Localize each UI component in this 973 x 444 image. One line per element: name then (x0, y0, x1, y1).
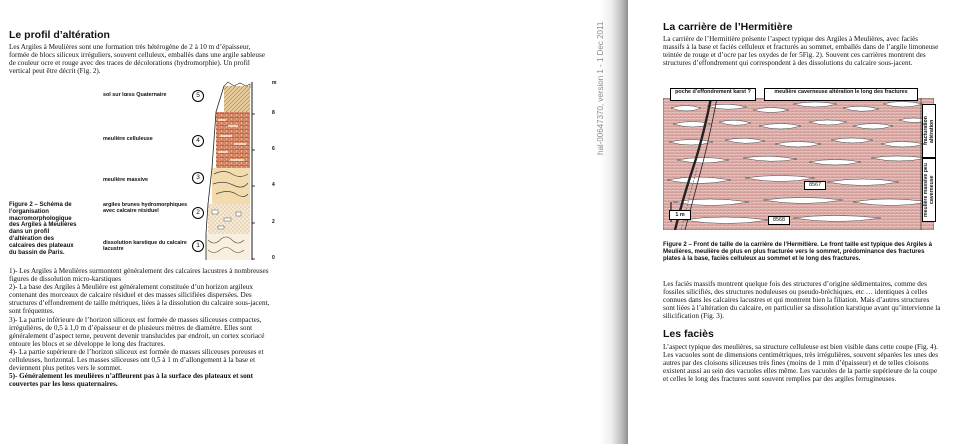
scale-bar-label: 1 m (669, 210, 691, 220)
profile-column-drawing (204, 78, 266, 260)
layer-number-2: 2 (192, 207, 204, 219)
label-meuliere-caverneuse: meulière caverneuse altération le long des fractures (764, 88, 918, 101)
layer-label-3: meulière massive (103, 177, 148, 183)
layer-number-5: 5 (192, 90, 204, 102)
list-item: 1)- Les Argiles à Meulières surmontent généralement des calcaires lacustres à nombreuses figures de dissolution micro-karstiques (9, 267, 269, 284)
sample-label-8568: 8568 (768, 216, 790, 225)
quarry-figure-caption: Figure 2 – Front de taille de la carrière de l’Hermitière. Le front taille est typique des Argiles à Meulières, meulière de plus en plus fracturée vers le sommet, prédominance des fractures plates à la base, faciès celluleux au sommet et le long des fractures. (663, 241, 932, 262)
axis-tick-0: 0 (272, 255, 275, 261)
quarry-face-drawing (663, 98, 934, 230)
layer-number-4: 4 (192, 135, 204, 147)
facies-description-paragraph: L’aspect typique des meulières, sa structure celluleuse est bien visible dans cette coupe (Fig. 4). Les vacuoles sont de dimensions centimétriques, très irrégulières, souvent séparées les unes des autres par des cloisons siliceuses très fines (moins de 1 mm d’épaisseur) et de telles cloisons existent aussi au sein des vacuoles elles même. Les vacuoles de la partie supérieure de la coupe et celles le long des fractures sont souvent remplies par des argiles ferrugineuses. (663, 343, 939, 384)
axis-tick-4: 4 (272, 182, 275, 188)
axis-unit: m (272, 80, 277, 86)
section-heading: Le profil d’altération (9, 29, 110, 41)
list-item-conclusion: 5)- Généralement les meulières n’affleurent pas à la surface des plateaux et sont couvertes par les lœss quaternaires. (9, 372, 254, 389)
layer-label-2: argiles brunes hydromorphiques avec calcaire résiduel (103, 202, 188, 214)
profile-description-list (9, 267, 281, 388)
axis-tick-8: 8 (272, 110, 275, 116)
list-item: 2)- La base des Argiles à Meulière est généralement constituée d’un horizon argileux contenant des morceaux de calcaire résiduel et des masses silicifiées dispersées. Des structures d’effondrement de taille métriques, liées à la dissolution du calcaire sous-jacent, sont fréquentes. (9, 283, 270, 316)
facies-paragraph: Les faciès massifs montrent quelque fois des structures d’origine sédimentaires, comme des fossiles silicifiés, des structures noduleuses ou pseudo-bréchiques, etc … identiques à celles connues dans les calcaires lacustres et qui montrent bien la filiation. Mais d’autres structures sont liées à l’altération du calcaire, en particulier sa dissolution karstique avant qu’intervienne la silicification (Fig. 3). (663, 280, 941, 321)
layer-number-1: 1 (192, 240, 204, 252)
intro-paragraph: Les Argiles à Meulières sont une formation très hétérogène de 2 à 10 m d’épaisseur, formée de blocs siliceux irréguliers, souvent celluleux, emballés dans une argile sableuse de couleur ocre et rouge avec des traces de décolorations (hydromorphie). Un profil vertical peut être décrit (Fig. 2). (9, 43, 265, 76)
label-fracturation: fracturation altération (922, 104, 936, 158)
label-poche-effondrement: poche d’effondrement karst ? (670, 88, 756, 101)
layer-label-1: dissolution karstique du calcaire lacustre (103, 240, 187, 252)
right-page (628, 0, 973, 444)
layer-number-3: 3 (192, 172, 204, 184)
section-heading-facies: Les faciès (663, 328, 714, 340)
axis-tick-2: 2 (272, 219, 275, 225)
layer-label-4: meulière celluleuse (103, 136, 153, 142)
list-item: 3)- La partie inférieure de l’horizon siliceux est formée de masses siliceuses compactes, irrégulières, de 0,5 à 1,0 m d’épaisseur et de plusieurs mètres de diamètre. Elles sont généralement d’aspect terne, peuvent devenir translucides par endroit, un cortex scoriacé entoure les blocs et se développe le long des fractures. (9, 315, 265, 348)
label-meuliere-massive: meulière massive peu caverneuse (922, 158, 936, 222)
sample-label-8567: 8567 (804, 181, 826, 190)
hal-stamp: hal-00647370, version 1 - 1 Dec 2011 (596, 21, 605, 155)
quarry-intro-paragraph: La carrière de l’Hermitière présente l’aspect typique des Argiles à Meulières, avec faciès massifs à la base et faciès celluleux et fracturés au sommet, emballés dans de l’argile limoneuse teintée de rouge et d’ocre par les oxydes de fer 5Fig. 2). Souvent ces carrières montrent des structures d’effondrement qui correspondent à des dissolutions du calcaire sous-jacent. (663, 35, 939, 68)
layer-label-5: sol sur lœss Quaternaire (103, 92, 167, 98)
figure-caption: Figure 2 – Schéma de l’organisation macromorphologique des Argiles à Meulières dans un profil d’altération des calcaires des plateaux du bassin de Paris. (9, 201, 77, 256)
section-heading-quarry: La carrière de l’Hermitière (663, 21, 793, 33)
axis-tick-6: 6 (272, 146, 275, 152)
list-item: 4)- La partie supérieure de l’horizon siliceux est formée de masses siliceuses poreuses et celluleuses, horizontal. Les masses siliceuses ont 0,5 à 1 m d’allongement à la base et deviennent plus petites vers le sommet. (9, 347, 264, 373)
